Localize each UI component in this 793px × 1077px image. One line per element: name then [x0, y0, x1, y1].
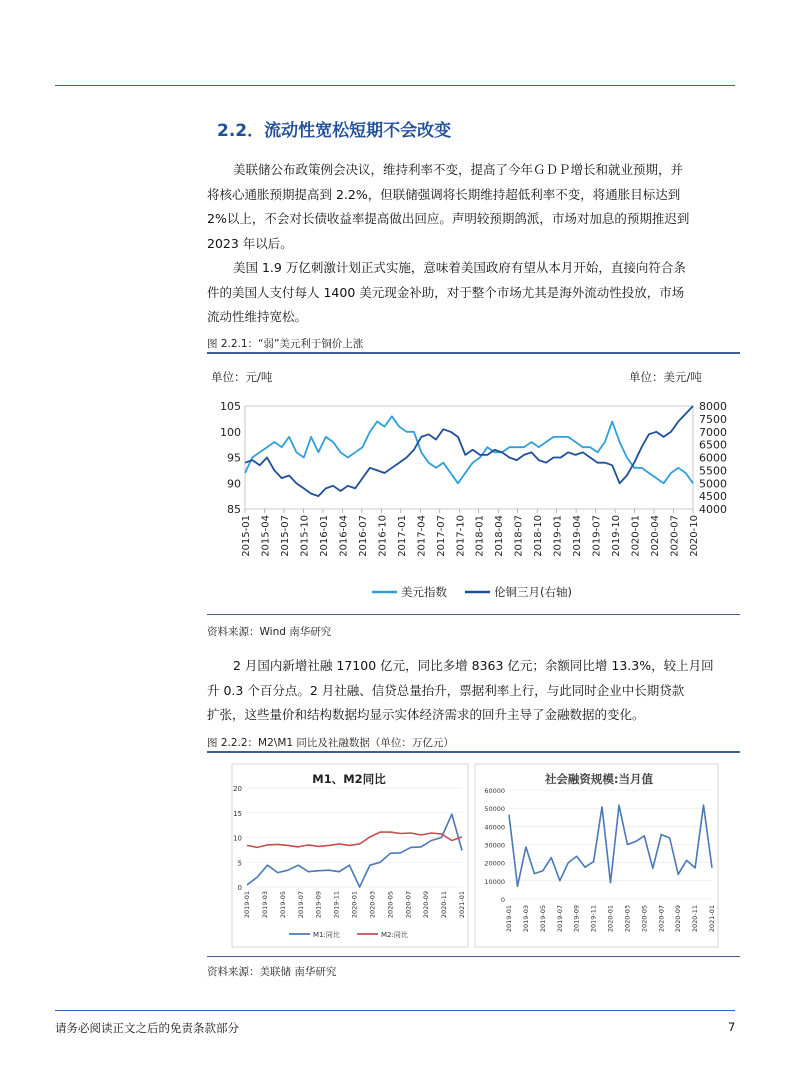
tsf-y-tick-label: 10000	[484, 877, 505, 886]
section-heading: 2.2．流动性宽松短期不会改变	[217, 121, 452, 141]
x-tick-label: 2019-07	[591, 515, 603, 557]
right-tick-label: 5500	[699, 464, 727, 478]
paragraph-line: 扩张，这些量价和结构数据均显示实体经济需求的回升主导了金融数据的变化。	[207, 707, 645, 722]
tsf-x-tick-label: 2019-01	[505, 905, 513, 933]
m1m2-x-tick-label: 2020-03	[368, 891, 377, 919]
x-tick-label: 2015-01	[241, 515, 252, 557]
tsf-x-tick-label: 2019-11	[589, 905, 598, 933]
tsf-y-tick-label: 50000	[484, 805, 505, 814]
figure2-chart	[207, 754, 740, 954]
figure2-caption: 图 2.2.2：M2\M1 同比及社融数据（单位：万亿元）	[207, 737, 454, 749]
m1m2-y-tick-label: 15	[233, 809, 242, 818]
right-tick-label: 4000	[699, 503, 727, 516]
tsf-x-tick-label: 2020-07	[657, 905, 666, 933]
m1m2-x-tick-label: 2020-07	[404, 891, 413, 919]
series-usd-index-line	[245, 416, 693, 483]
series-lme-copper-line	[245, 406, 693, 496]
x-tick-label: 2018-10	[533, 515, 545, 557]
paragraph-line: 件的美国人支付每人 1400 美元现金补助，对于整个市场尤其是海外流动性投放，市场	[207, 284, 685, 300]
right-tick-label: 4500	[699, 490, 727, 504]
m1m2-y-tick-label: 20	[233, 785, 242, 793]
m1m2-x-tick-label: 2020-09	[422, 891, 431, 919]
paragraph-line: 2 月国内新增社融 17100 亿元，同比多增 8363 亿元；余额同比增 13.3%，较上月回	[233, 658, 714, 673]
m1m2-x-tick-label: 2019-03	[260, 891, 269, 919]
tsf-y-tick-label: 20000	[484, 859, 505, 868]
x-tick-label: 2020-01	[630, 515, 642, 557]
right-tick-label: 7500	[699, 412, 727, 426]
x-tick-label: 2020-10	[689, 515, 700, 557]
x-tick-label: 2018-04	[494, 515, 506, 557]
left-tick-label: 105	[220, 400, 241, 413]
page-number: 7	[728, 1020, 736, 1034]
paragraph-tsf	[207, 654, 740, 728]
figure1-top-rule	[207, 352, 740, 354]
m1m2-title: M1、M2同比	[312, 772, 386, 786]
panel-m1m2-border	[232, 764, 468, 947]
m1m2-x-tick-label: 2019-05	[278, 891, 287, 919]
right-tick-label: 6500	[699, 438, 727, 452]
x-tick-label: 2020-07	[669, 515, 681, 557]
m1m2-y-tick-label: 10	[233, 834, 242, 843]
tsf-y-tick-label: 40000	[484, 823, 505, 832]
tsf-x-tick-label: 2021-01	[708, 905, 716, 933]
x-tick-label: 2017-07	[435, 515, 447, 557]
m1m2-y-tick-label: 0	[237, 884, 242, 892]
m1m2-x-tick-label: 2020-11	[440, 891, 449, 919]
left-tick-label: 100	[220, 425, 241, 439]
tsf-y-tick-label: 0	[500, 896, 505, 904]
paragraph-line: 2%以上，不会对长债收益率提高做出回应。声明较预期鸽派，市场对加息的预期推迟到	[207, 211, 690, 226]
left-tick-label: 90	[227, 477, 241, 491]
m1m2-x-tick-label: 2019-11	[332, 891, 341, 919]
figure2-source: 资料来源：美联储 南华研究	[207, 966, 337, 978]
header-rule	[55, 85, 735, 86]
legend-label-m2: M2:同比	[381, 931, 408, 939]
tsf-x-tick-label: 2019-07	[555, 905, 564, 933]
paragraph-line: 美联储公布政策例会决议，维持利率不变，提高了今年ＧＤＰ增长和就业预期，并	[233, 162, 684, 177]
m1-m2-tsf-charts	[207, 754, 740, 954]
x-tick-label: 2015-10	[299, 515, 311, 557]
figure1-bottom-rule	[207, 614, 740, 615]
right-tick-label: 6000	[699, 451, 727, 465]
tsf-x-tick-label: 2019-05	[538, 905, 547, 933]
tsf-x-tick-label: 2019-03	[521, 905, 530, 933]
legend-label-m1: M1:同比	[313, 931, 340, 939]
paragraph-line: 流动性维持宽松。	[207, 309, 308, 324]
right-tick-label: 8000	[699, 400, 727, 413]
tsf-y-tick-label: 60000	[484, 787, 505, 795]
tsf-x-tick-label: 2020-09	[674, 905, 683, 933]
figure1-source: 资料来源：Wind 南华研究	[207, 626, 332, 638]
paragraph-line: 美国 1.9 万亿刺激计划正式实施，意味着美国政府有望从本月开始，直接向符合条	[233, 260, 686, 275]
x-tick-label: 2015-04	[260, 515, 272, 557]
tsf-x-tick-label: 2020-11	[691, 905, 700, 933]
m1m2-x-tick-label: 2020-01	[350, 891, 359, 919]
tsf-x-tick-label: 2019-09	[572, 905, 581, 933]
tsf-y-tick-label: 30000	[484, 841, 505, 850]
m1m2-x-tick-label: 2021-01	[458, 891, 466, 919]
x-tick-label: 2018-07	[513, 515, 525, 557]
tsf-x-tick-label: 2020-03	[623, 905, 632, 933]
x-tick-label: 2019-10	[611, 515, 623, 557]
x-tick-label: 2016-01	[318, 515, 330, 557]
legend-label-usd: 美元指数	[401, 585, 447, 599]
right-tick-label: 7000	[699, 425, 727, 439]
left-tick-label: 85	[227, 503, 241, 516]
m1m2-x-tick-label: 2019-07	[296, 891, 305, 919]
figure1-chart	[207, 356, 740, 612]
tsf-title: 社会融资规模:当月值	[544, 772, 654, 786]
figure1-caption: 图 2.2.1：“弱”美元利于铜价上涨	[207, 338, 364, 350]
tsf-x-tick-label: 2020-05	[640, 905, 649, 933]
x-tick-label: 2016-07	[357, 515, 369, 557]
figure2-bottom-rule	[207, 956, 740, 957]
x-tick-label: 2016-04	[338, 515, 350, 557]
m1m2-x-tick-label: 2019-09	[314, 891, 323, 919]
x-tick-label: 2016-10	[377, 515, 389, 557]
right-tick-label: 5000	[699, 477, 727, 491]
footer-disclaimer: 请务必阅读正文之后的免责条款部分	[55, 1021, 239, 1035]
right-axis-unit: 单位：美元/吨	[629, 370, 702, 384]
x-tick-label: 2020-04	[650, 515, 662, 557]
paragraph-line: 升 0.3 个百分点。2 月社融、信贷总量抬升，票据利率上行，与此同时企业中长期贷款	[207, 682, 685, 698]
legend-label-copper: 伦铜三月(右轴)	[494, 585, 572, 599]
m1m2-y-tick-label: 5	[237, 859, 242, 868]
left-axis-unit: 单位：元/吨	[211, 370, 273, 384]
x-tick-label: 2017-01	[396, 515, 408, 557]
footer-rule	[55, 1010, 735, 1011]
paragraph-stimulus	[207, 256, 740, 330]
x-tick-label: 2018-01	[474, 515, 486, 557]
x-tick-label: 2019-04	[572, 515, 584, 557]
tsf-x-tick-label: 2020-01	[606, 905, 615, 933]
left-tick-label: 95	[227, 451, 241, 465]
x-tick-label: 2017-10	[455, 515, 467, 557]
figure2-top-rule	[207, 751, 740, 753]
x-tick-label: 2017-04	[416, 515, 428, 557]
paragraph-line: 2023 年以后。	[207, 235, 293, 251]
m1m2-x-tick-label: 2019-01	[243, 891, 251, 919]
m1m2-x-tick-label: 2020-05	[386, 891, 395, 919]
dollar-copper-chart	[207, 356, 740, 612]
x-tick-label: 2015-07	[279, 515, 291, 557]
paragraph-fed	[207, 158, 740, 256]
x-tick-label: 2019-01	[552, 515, 564, 557]
paragraph-line: 将核心通胀预期提高到 2.2%，但联储强调将长期维持超低利率不变，将通胀目标达到	[207, 186, 681, 202]
